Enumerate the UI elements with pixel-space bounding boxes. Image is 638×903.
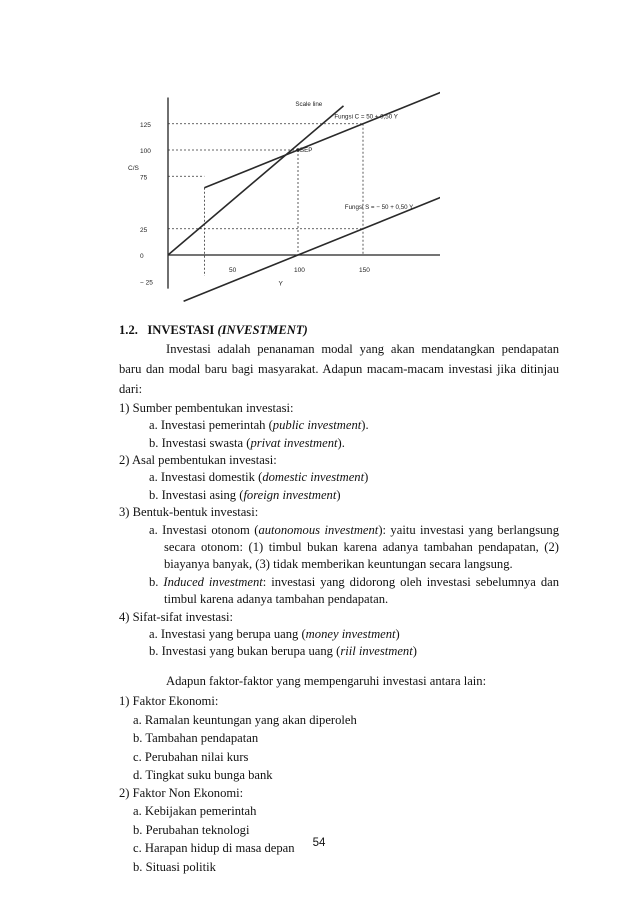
list-subitem: a. Investasi domestik (domestic investment) <box>149 470 369 485</box>
page-number: 54 <box>312 837 326 849</box>
chart-svg <box>110 88 440 303</box>
series-line <box>168 106 344 255</box>
x-tick-label: 50 <box>229 266 237 274</box>
list-subitem: b. Induced investment: investasi yang didorong oleh investasi sebelumnya dan timbul karena adanya tambahan pendapatan. <box>149 574 559 607</box>
y-tick-label: 25 <box>140 226 148 234</box>
bep-label: BEP <box>300 147 313 154</box>
investment-type-list <box>119 400 559 661</box>
list-item-heading: 1) Sumber pembentukan investasi: <box>119 400 294 415</box>
factor-item: a. Ramalan keuntungan yang akan diperoleh <box>133 712 357 727</box>
italic-term: money investment <box>305 627 396 642</box>
page-content <box>119 322 559 876</box>
factor-item: c. Harapan hidup di masa depan <box>133 841 295 856</box>
list-item-heading: 2) Asal pembentukan investasi: <box>119 453 277 468</box>
factor-item: b. Situasi politik <box>133 859 216 874</box>
x-axis-label: Y <box>278 280 283 288</box>
factor-item: d. Tingkat suku bunga bank <box>133 768 273 783</box>
spacer <box>119 661 559 673</box>
italic-term: public investment <box>272 418 362 433</box>
list-subitem: a. Investasi otonom (autonomous investment): yaitu investasi yang berlangsung secara otonom: (1) timbul bukan karena adanya tambahan pendapatan, (2) biayanya banyak, (3) tidak memberikan keuntungan secara langsung. <box>149 522 559 572</box>
factor-item: a. Kebijakan pemerintah <box>133 804 257 819</box>
y-tick-label: 75 <box>140 174 148 182</box>
section-heading <box>119 322 559 339</box>
heading-number: 1.2. <box>119 323 138 337</box>
factor-item: b. Perubahan teknologi <box>133 822 250 837</box>
series-label: Fungsi S = − 50 + 0,50 Y <box>344 203 414 211</box>
list-subitem: b. Investasi swasta (privat investment). <box>149 435 345 450</box>
heading-title-english: (INVESTMENT) <box>217 323 308 337</box>
italic-term: privat investment <box>250 435 338 450</box>
list-subitem: b. Investasi asing (foreign investment) <box>149 487 341 502</box>
heading-title: INVESTASI <box>147 323 218 337</box>
italic-term: riil investment <box>340 644 413 659</box>
intro-paragraph: Investasi adalah penanaman modal yang akan mendatangkan pendapatan baru dan modal baru bagi masyarakat. Adapun macam-macam investasi jika ditinjau dari: <box>119 342 559 396</box>
y-tick-label: 125 <box>140 121 151 129</box>
factor-group-heading: 1) Faktor Ekonomi: <box>119 694 219 709</box>
factor-item: b. Tambahan pendapatan <box>133 731 259 746</box>
list-item-heading: 4) Sifat-sifat investasi: <box>119 609 234 624</box>
y-axis-label: C/S <box>128 164 139 172</box>
italic-term: foreign investment <box>243 487 337 502</box>
list-subitem: a. Investasi pemerintah (public investment). <box>149 418 369 433</box>
series-label: Scale line <box>295 100 323 108</box>
y-tick-label: 100 <box>140 148 151 155</box>
y-tick-label: − 25 <box>140 279 153 287</box>
investment-chart <box>110 88 440 303</box>
y-tick-label: 0 <box>140 253 144 260</box>
factor-group-heading: 2) Faktor Non Ekonomi: <box>119 785 244 800</box>
italic-term: autonomous investment <box>258 522 379 537</box>
list-item-heading: 3) Bentuk-bentuk investasi: <box>119 505 259 520</box>
factor-item: c. Perubahan nilai kurs <box>133 749 249 764</box>
x-tick-label: 150 <box>359 266 370 274</box>
italic-term: domestic investment <box>262 470 365 485</box>
series-label: Fungsi C = 50 + 0,50 Y <box>334 113 398 121</box>
list-subitem: b. Investasi yang bukan berupa uang (riil investment) <box>149 644 417 659</box>
italic-term: Induced investment <box>163 574 263 589</box>
factors-intro: Adapun faktor-faktor yang mempengaruhi investasi antara lain: <box>166 673 487 688</box>
list-subitem: a. Investasi yang berupa uang (money investment) <box>149 627 400 642</box>
x-tick-label: 100 <box>294 266 305 274</box>
